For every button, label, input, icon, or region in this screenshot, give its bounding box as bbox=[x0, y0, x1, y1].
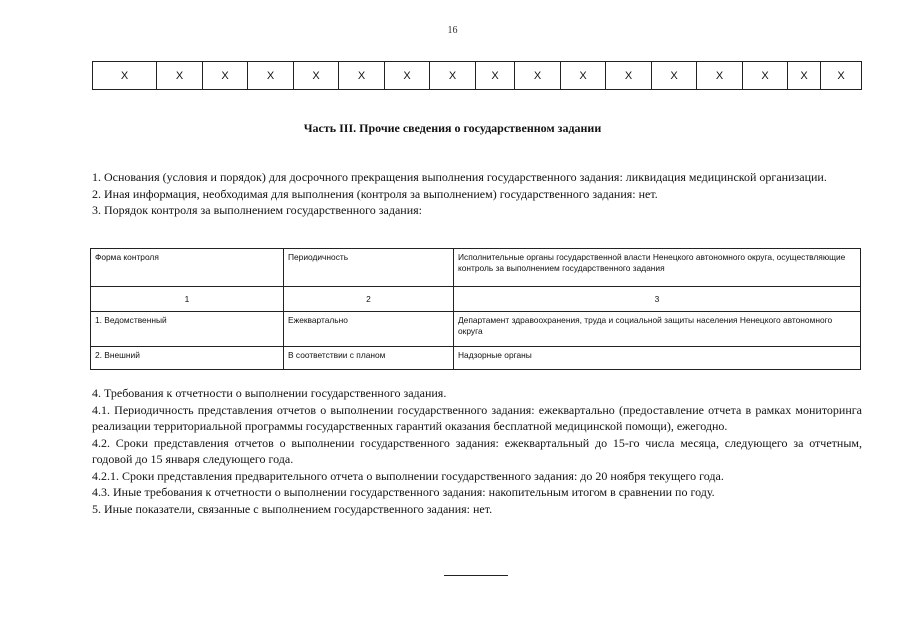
table-cell: Ежеквартально bbox=[284, 312, 454, 347]
x-cell: X bbox=[652, 62, 697, 90]
x-cell: X bbox=[157, 62, 203, 90]
table-header-row bbox=[91, 249, 861, 287]
x-cell: X bbox=[821, 62, 862, 90]
paragraph: 4.1. Периодичность представления отчетов о выполнении государственного задания: ежеквартально (предоставление отчета в рамках мониторинга реализации территориальной программы государственных гарантий оказания бесплатной медицинской помощи), ежегодно. bbox=[92, 402, 862, 433]
paragraph: 1. Основания (условия и порядок) для досрочного прекращения выполнения государственного задания: ликвидация медицинской организации. bbox=[92, 170, 827, 184]
paragraphs-top bbox=[92, 169, 862, 219]
x-cell: X bbox=[248, 62, 294, 90]
control-table bbox=[90, 248, 861, 370]
table-cell: 1. Ведомственный bbox=[91, 312, 284, 347]
table-header-cell: Форма контроля bbox=[91, 249, 284, 287]
paragraphs-bottom bbox=[92, 385, 862, 517]
x-cell: X bbox=[339, 62, 385, 90]
paragraph: 4.2.1. Сроки представления предварительного отчета о выполнении государственного задания: до 20 ноября текущего года. bbox=[92, 468, 724, 483]
x-cell: X bbox=[606, 62, 652, 90]
paragraph: 5. Иные показатели, связанные с выполнением государственного задания: нет. bbox=[92, 501, 493, 516]
paragraph: 3. Порядок контроля за выполнением государственного задания: bbox=[92, 203, 422, 217]
x-cell: X bbox=[697, 62, 743, 90]
paragraph: 4. Требования к отчетности о выполнении государственного задания. bbox=[92, 386, 447, 400]
table-cell: 2. Внешний bbox=[91, 347, 284, 370]
x-cell: X bbox=[430, 62, 476, 90]
x-cell: X bbox=[385, 62, 430, 90]
x-cell: X bbox=[476, 62, 515, 90]
x-cell: X bbox=[515, 62, 561, 90]
table-number-row bbox=[91, 287, 861, 312]
table-header-cell: Периодичность bbox=[284, 249, 454, 287]
paragraph: 4.3. Иные требования к отчетности о выполнении государственного задания: накопительным итогом в сравнении по году. bbox=[92, 485, 715, 499]
part-title: Часть III. Прочие сведения о государственном задании bbox=[303, 121, 602, 135]
table-row bbox=[91, 312, 861, 347]
paragraph: 2. Иная информация, необходимая для выполнения (контроля за выполнением) государственного задания: нет. bbox=[92, 186, 658, 201]
table-number-cell: 3 bbox=[454, 287, 861, 312]
table-row bbox=[91, 347, 861, 370]
table-number-cell: 2 bbox=[284, 287, 454, 312]
paragraph: 4.2. Сроки представления отчетов о выполнении государственного задания: ежеквартальный до 15-го числа месяца, следующего за отчетным, годовой до 15 января следующего года. bbox=[92, 435, 862, 466]
table-header-cell: Исполнительные органы государственной власти Ненецкого автономного округа, осуществляющие контроль за выполнением государственного задания bbox=[454, 249, 861, 287]
x-cell: X bbox=[561, 62, 606, 90]
x-cell: X bbox=[294, 62, 339, 90]
page-number: 16 bbox=[447, 25, 458, 36]
x-cell: X bbox=[743, 62, 788, 90]
x-cell: X bbox=[93, 62, 157, 90]
table-cell: Надзорные органы bbox=[454, 347, 861, 370]
x-cell: X bbox=[203, 62, 248, 90]
table-number-cell: 1 bbox=[91, 287, 284, 312]
table-cell: Департамент здравоохранения, труда и социальной защиты населения Ненецкого автономного округа bbox=[454, 312, 861, 347]
table-cell: В соответствии с планом bbox=[284, 347, 454, 370]
x-cell: X bbox=[788, 62, 821, 90]
footnote-separator bbox=[444, 575, 508, 576]
x-placeholder-row bbox=[92, 61, 862, 90]
